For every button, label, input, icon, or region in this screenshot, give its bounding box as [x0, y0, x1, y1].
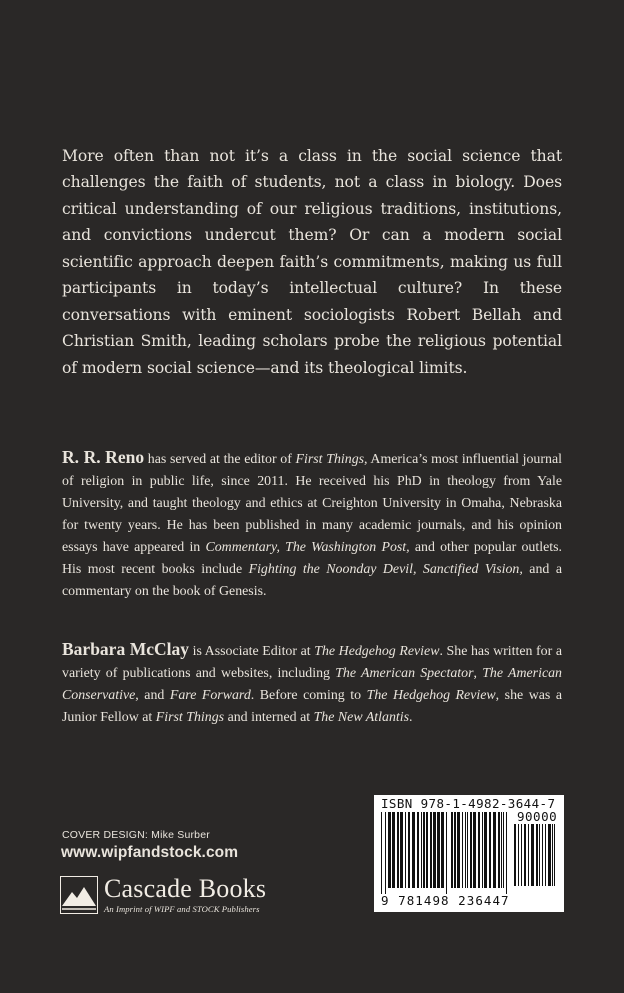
bio-text: .	[409, 710, 413, 725]
barcode-bar	[397, 812, 399, 888]
barcode-bar	[430, 812, 432, 888]
barcode-bar	[514, 824, 516, 886]
bio-italic: The Hedgehog Review	[366, 688, 496, 703]
isbn-barcode	[374, 795, 564, 912]
barcode-bar	[545, 824, 546, 886]
bio-italic: First Things	[295, 452, 365, 467]
mountain-logo-icon	[60, 876, 98, 914]
barcode-bar	[385, 812, 386, 894]
bio-text: and a commentary on the book of Genesis.	[62, 562, 562, 599]
barcode-bar	[489, 812, 491, 888]
barcode-bar	[457, 812, 460, 888]
bio-text: and interned at	[224, 710, 314, 725]
barcode-bars	[381, 812, 511, 894]
barcode-digits: 9 781498 236447	[381, 893, 510, 908]
barcode-bar	[441, 812, 444, 888]
author-bio-mcclay	[62, 638, 562, 729]
barcode-bar	[528, 824, 529, 886]
bio-italic: Fighting the Noonday Devil, Sanctified Vision,	[248, 562, 523, 577]
barcode-bar	[437, 812, 440, 888]
cover-design-credit: COVER DESIGN: Mike Surber	[62, 829, 210, 841]
bio-text: and other popular outlets. His most recent books include	[62, 540, 562, 577]
bio-italic: Fare Forward	[169, 688, 251, 703]
bio-text: ,	[473, 666, 483, 681]
publisher-website: www.wipfandstock.com	[61, 844, 239, 861]
barcode-bar	[421, 812, 422, 888]
bio-text: has served at the editor of	[144, 452, 296, 467]
barcode-bar	[493, 812, 496, 888]
author-bio-reno	[62, 446, 562, 603]
barcode-bar	[539, 824, 540, 886]
author-name: Barbara McClay	[62, 639, 189, 659]
barcode-bar	[381, 812, 382, 894]
bio-text: . Before coming to	[250, 688, 367, 703]
barcode-bar	[426, 812, 428, 888]
barcode-bar	[473, 812, 476, 888]
publisher-logo	[60, 874, 266, 916]
barcode-bar	[408, 812, 410, 888]
barcode-bar	[518, 824, 519, 886]
barcode-bar	[478, 812, 480, 888]
back-cover-blurb: More often than not it’s a class in the social science that challenges the faith of students, not a class in biology. Does critical understanding of our religious traditions, institutions, and convictions undercut them? Or can a modern social scientific approach deepen faith’s commitments, making us full participants in today’s intellectual culture? In these conversations with eminent sociologists Robert Bellah and Christian Smith, leading scholars probe the religious potential of modern social science—and its theological limits.	[62, 146, 562, 377]
barcode-bar	[423, 812, 425, 888]
barcode-bar	[501, 812, 502, 888]
bio-italic: The Hedgehog Review	[314, 644, 440, 659]
bio-text: , she was a Junior Fellow at	[62, 688, 562, 725]
barcode-bar	[446, 812, 447, 894]
bio-italic: The New Atlantis	[313, 710, 410, 725]
barcode-bar	[433, 812, 436, 888]
bio-italic: The American Conservative	[62, 666, 562, 703]
barcode-addon-bars	[514, 824, 559, 892]
barcode-bar	[467, 812, 468, 888]
barcode-bar	[498, 812, 500, 888]
barcode-bar	[392, 812, 395, 888]
bio-italic: First Things	[155, 710, 225, 725]
barcode-bar	[484, 812, 487, 888]
barcode-bar	[417, 812, 419, 888]
barcode-bar	[388, 812, 391, 888]
barcode-bar	[542, 824, 543, 886]
bio-italic: Commentary, The Washington Post,	[205, 540, 410, 555]
bio-text: , America’s most influential journal of religion in public life, since 2011. He received his PhD in theology from Yale University, and taught theology and ethics at Creighton University in Omaha, Nebraska for twenty years. He has been published in many academic journals, and his opinion essays have appeared in	[62, 452, 562, 555]
barcode-bar	[465, 812, 466, 888]
barcode-bar	[400, 812, 403, 888]
barcode-bar	[524, 824, 526, 886]
barcode-bar	[405, 812, 406, 888]
barcode-bar	[482, 812, 483, 888]
barcode-bar	[470, 812, 472, 888]
barcode-bar	[521, 824, 522, 886]
isbn-text: ISBN 978-1-4982-3644-7	[381, 796, 556, 811]
bio-text: is Associate Editor at	[188, 644, 315, 659]
barcode-bar	[451, 812, 453, 888]
barcode-bar	[552, 824, 553, 886]
barcode-bar	[454, 812, 456, 888]
publisher-name: Cascade Books	[104, 874, 267, 903]
barcode-bar	[548, 824, 551, 886]
barcode-bar	[536, 824, 538, 886]
barcode-bar	[531, 824, 534, 886]
bio-text: , and	[135, 688, 170, 703]
barcode-addon-number: 90000	[517, 809, 558, 824]
bio-text: . She has written for a variety of publications and websites, including	[62, 644, 562, 681]
author-name: R. R. Reno	[62, 447, 145, 467]
barcode-bar	[554, 824, 555, 886]
bio-italic: The American Spectator	[335, 666, 474, 681]
barcode-bar	[506, 812, 507, 894]
barcode-bar	[462, 812, 463, 888]
publisher-subtitle: An Imprint of WIPF and STOCK Publishers	[104, 904, 260, 914]
barcode-bar	[503, 812, 504, 888]
barcode-bar	[412, 812, 415, 888]
